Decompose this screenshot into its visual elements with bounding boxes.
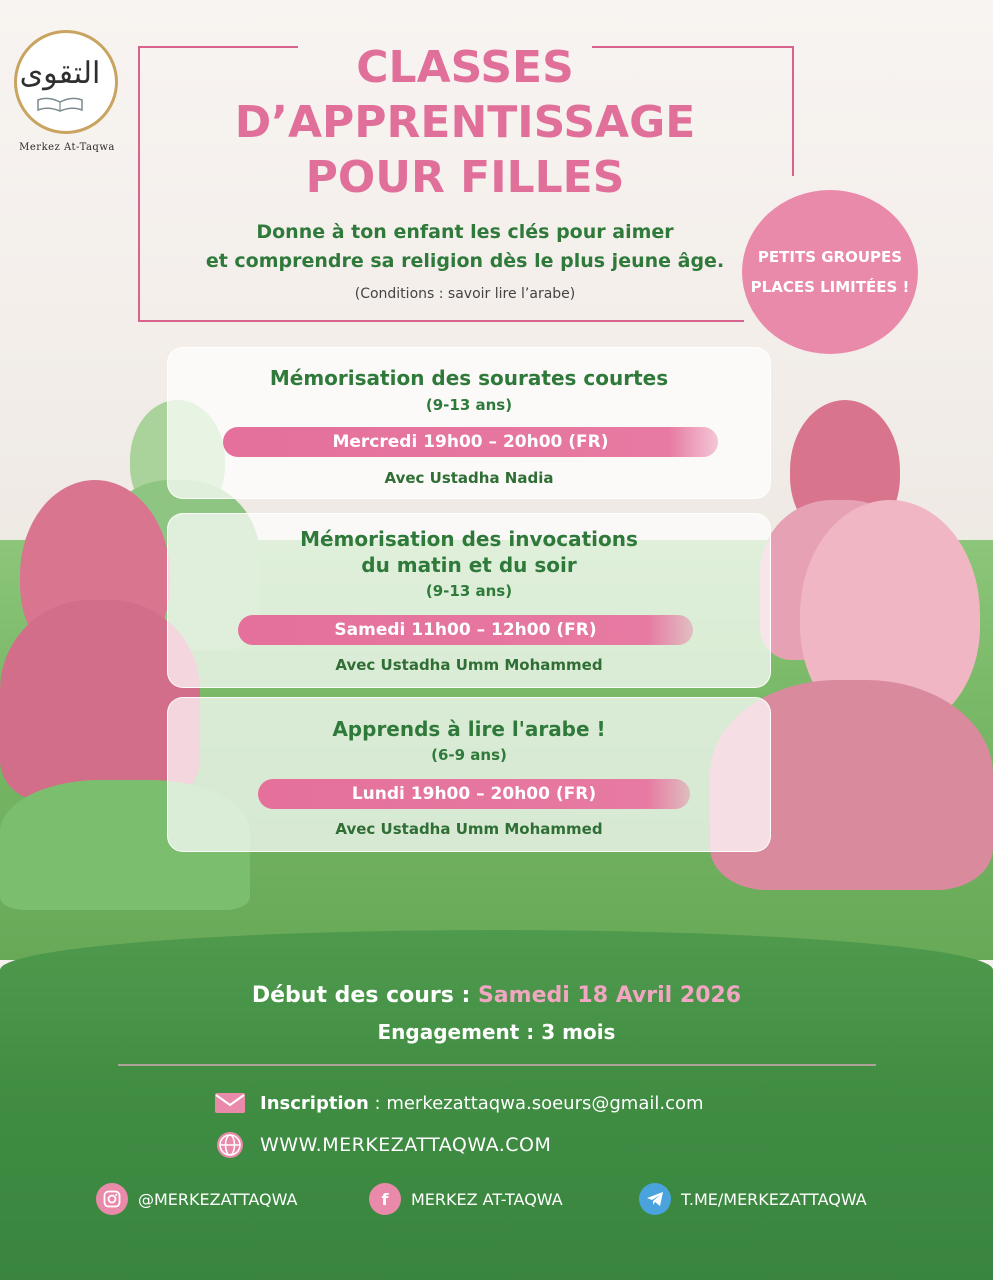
instagram-icon — [96, 1183, 128, 1215]
course-title: Apprends à lire l'arabe ! — [332, 717, 606, 741]
inscription-email[interactable]: merkezattaqwa.soeurs@gmail.com — [386, 1092, 704, 1114]
course-teacher: Avec Ustadha Nadia — [384, 469, 554, 487]
footer-divider — [118, 1064, 876, 1066]
course-age: (6-9 ans) — [431, 746, 507, 764]
course-schedule: Samedi 11h00 – 12h00 (FR) — [238, 615, 693, 645]
frame-line-left — [138, 46, 140, 321]
course-schedule: Lundi 19h00 – 20h00 (FR) — [258, 779, 690, 809]
subtitle-line-2: et comprendre sa religion dès le plus jeune âge. — [205, 250, 725, 272]
inscription-separator: : — [368, 1092, 387, 1114]
page-title — [150, 40, 780, 205]
frame-line-right — [792, 46, 794, 176]
conditions-note: (Conditions : savoir lire l’arabe) — [354, 286, 576, 302]
course-title: Mémorisation des sourates courtes — [269, 366, 669, 390]
badge-line-2: PLACES LIMITÉES ! — [750, 278, 910, 296]
book-icon — [36, 96, 84, 112]
engagement-duration: Engagement : 3 mois — [377, 1020, 616, 1044]
course-schedule: Mercredi 19h00 – 20h00 (FR) — [223, 427, 718, 457]
subtitle — [150, 218, 780, 276]
globe-icon — [214, 1133, 246, 1157]
telegram-handle: T.ME/MERKEZATTAQWA — [681, 1189, 867, 1209]
logo-arabic-text: التقوى — [19, 56, 101, 91]
course-start-line — [0, 983, 993, 1008]
course-title-line-2: du matin et du soir — [361, 553, 577, 577]
subtitle-line-1: Donne à ton enfant les clés pour aimer — [256, 221, 674, 243]
title-line-2: D’APPRENTISSAGE — [234, 97, 696, 148]
brand-logo — [8, 30, 126, 160]
start-label: Début des cours : — [251, 983, 478, 1008]
course-card-sourates — [167, 347, 771, 499]
telegram-link[interactable] — [639, 1183, 867, 1215]
website-row — [214, 1133, 551, 1157]
course-title-line-1: Mémorisation des invocations — [300, 527, 638, 551]
inscription-row — [214, 1091, 704, 1115]
inscription-label: Inscription — [260, 1092, 369, 1114]
instagram-handle: @MERKEZATTAQWA — [138, 1189, 298, 1209]
website-link[interactable]: WWW.MERKEZATTAQWA.COM — [260, 1134, 552, 1156]
limited-places-badge — [742, 190, 918, 354]
facebook-link[interactable] — [369, 1183, 563, 1215]
logo-caption: Merkez At-Taqwa — [19, 142, 115, 153]
badge-line-1: PETITS GROUPES — [757, 248, 903, 266]
facebook-icon: f — [369, 1183, 401, 1215]
facebook-handle: MERKEZ AT-TAQWA — [411, 1189, 563, 1209]
course-card-invocations — [167, 513, 771, 688]
instagram-link[interactable] — [96, 1183, 297, 1215]
course-card-arabic-reading — [167, 697, 771, 852]
start-date: Samedi 18 Avril 2026 — [477, 983, 742, 1008]
title-line-3: POUR FILLES — [305, 152, 625, 203]
course-teacher: Avec Ustadha Umm Mohammed — [335, 656, 603, 674]
title-line-1: CLASSES — [356, 42, 574, 93]
course-age: (9-13 ans) — [425, 582, 513, 600]
mail-icon — [214, 1091, 246, 1115]
course-teacher: Avec Ustadha Umm Mohammed — [335, 820, 603, 838]
telegram-icon — [639, 1183, 671, 1215]
course-age: (9-13 ans) — [425, 396, 513, 414]
frame-line-bottom — [138, 320, 744, 322]
